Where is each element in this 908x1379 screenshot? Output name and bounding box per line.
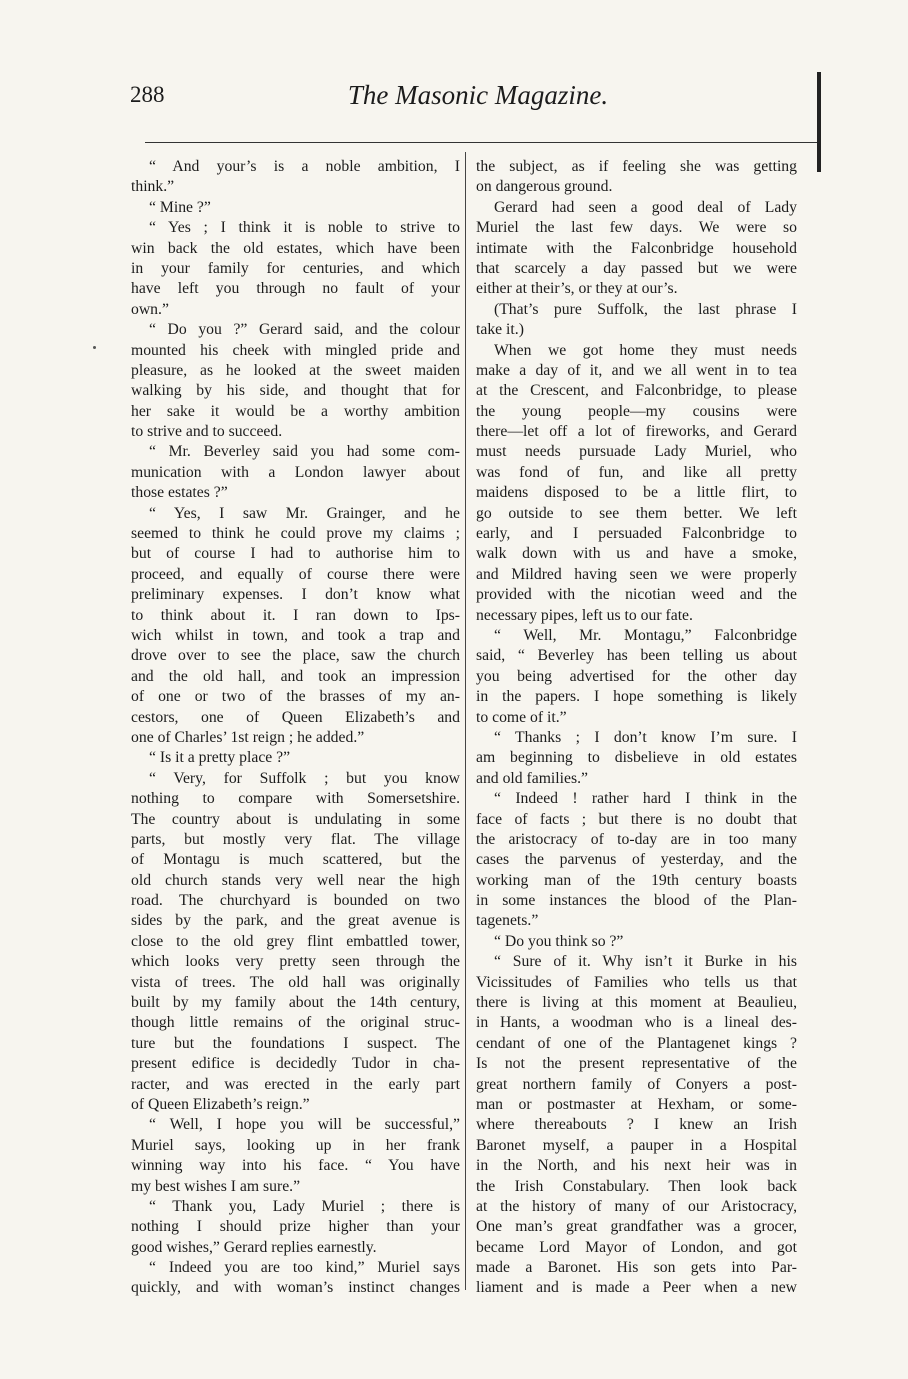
text-line: pleasure, as he looked at the sweet maiden <box>131 361 460 379</box>
text-line: vista of trees. The old hall was originally <box>131 973 460 991</box>
page-header <box>128 82 828 122</box>
text-line: go outside to see them better. We left <box>476 504 797 522</box>
text-line: When we got home they must needs <box>494 341 797 359</box>
text-line: tagenets.” <box>476 912 539 930</box>
text-line: intimate with the Falconbridge household <box>476 239 797 257</box>
column-divider <box>465 152 466 1290</box>
text-line: close to the old grey flint embattled tower, <box>131 932 460 950</box>
text-line: either at their’s, or they at our’s. <box>476 280 678 298</box>
text-line: of Montagu is much scattered, but the <box>131 851 460 869</box>
left-column <box>131 157 460 1299</box>
text-line: Muriel the last few days. We were so <box>476 219 797 237</box>
running-title: The Masonic Magazine. <box>347 80 609 110</box>
text-line: walk down with us and have a smoke, <box>476 545 797 563</box>
text-line: nothing I should prize higher than your <box>131 1218 460 1236</box>
text-line: there is living at this moment at Beaulieu, <box>476 994 797 1012</box>
text-line: man or postmaster at Hexham, or some- <box>476 1095 797 1113</box>
text-line: early, and I persuaded Falconbridge to <box>476 525 797 543</box>
text-line: “ Well, I hope you will be successful,” <box>149 1116 460 1134</box>
text-line: “ Is it a pretty place ?” <box>149 749 291 767</box>
text-line: Baronet myself, a pauper in a Hospital <box>476 1136 797 1154</box>
text-line: you being advertised for the other day <box>476 667 797 685</box>
text-line: necessary pipes, left us to our fate. <box>476 606 693 624</box>
text-line: my best wishes I am sure.” <box>131 1177 301 1195</box>
text-line: where thereabouts ? I knew an Irish <box>476 1116 797 1134</box>
text-line: that scarcely a day passed but we were <box>476 259 797 277</box>
text-line: cestors, one of Queen Elizabeth’s and <box>131 708 460 726</box>
page-edge-mark <box>817 72 821 172</box>
text-line: winning way into his face. “ You have <box>131 1157 460 1175</box>
text-line: built by my family about the 14th century, <box>131 994 460 1012</box>
text-line: “ Mine ?” <box>149 198 211 216</box>
text-line: “ Very, for Suffolk ; but you know <box>149 769 460 787</box>
text-line: great northern family of Conyers a post- <box>476 1075 797 1093</box>
text-line: the Irish Constabulary. Then look back <box>476 1177 797 1195</box>
text-line: which looks very pretty seen through the <box>131 953 460 971</box>
text-line: one of Charles’ 1st reign ; he added.” <box>131 728 365 746</box>
text-line: at the history of many of our Aristocracy, <box>476 1197 797 1215</box>
text-line: seemed to think he could prove my claims ; <box>131 525 460 543</box>
text-line: “ Thanks ; I don’t know I’m sure. I <box>494 728 797 746</box>
text-line: own.” <box>131 300 169 318</box>
text-line: parts, but mostly very flat. The village <box>131 830 460 848</box>
text-line: think.” <box>131 178 175 196</box>
text-line: made a Baronet. His son gets into Par- <box>476 1259 797 1277</box>
text-line: present edifice is decidedly Tudor in cha- <box>131 1055 460 1073</box>
text-line: “ Yes, I saw Mr. Grainger, and he <box>149 504 460 522</box>
text-line: ture but the foundations I suspect. The <box>131 1034 460 1052</box>
text-line: good wishes,” Gerard replies earnestly. <box>131 1238 377 1256</box>
text-line: Muriel says, looking up in her frank <box>131 1136 460 1154</box>
text-line: but of course I had to authorise him to <box>131 545 460 563</box>
text-line: and Mildred having seen we were properly <box>476 565 797 583</box>
text-line: take it.) <box>476 321 524 339</box>
text-line: preliminary expenses. I don’t know what <box>131 586 460 604</box>
text-line: “ Indeed you are too kind,” Muriel says <box>149 1259 460 1277</box>
text-line: Vicissitudes of Families who tells us that <box>476 973 797 991</box>
text-line: the subject, as if feeling she was getting <box>476 158 797 175</box>
text-line: to come of it.” <box>476 708 567 726</box>
text-line: proceed, and equally of course there were <box>131 565 460 583</box>
text-line: drove over to see the place, saw the church <box>131 647 460 665</box>
text-line: and the old hall, and took an impression <box>131 667 460 685</box>
text-line: her sake it would be a worthy ambition <box>131 402 460 420</box>
text-line: face of facts ; but there is no doubt that <box>476 810 797 828</box>
text-line: racter, and was erected in the early part <box>131 1075 460 1093</box>
text-line: there—let off a lot of fireworks, and Gerard <box>476 423 797 441</box>
text-line: must needs pursuade Lady Muriel, who <box>476 443 797 461</box>
text-line: cases the parvenus of yesterday, and the <box>476 851 797 869</box>
right-column <box>476 157 797 1299</box>
text-line: cendant of one of the Plantagenet kings ? <box>476 1034 797 1052</box>
text-line: to strive and to succeed. <box>131 423 283 441</box>
text-line: “ Yes ; I think it is noble to strive to <box>149 219 460 237</box>
text-line: in the North, and his next heir was in <box>476 1157 797 1175</box>
text-line: The country about is undulating in some <box>131 810 460 828</box>
text-line: “ Sure of it. Why isn’t it Burke in his <box>494 953 797 971</box>
text-line: in the papers. I hope something is likely <box>476 688 797 706</box>
text-line: have left you through no fault of your <box>131 280 460 298</box>
text-line: at the Crescent, and Falconbridge, to please <box>476 382 797 400</box>
text-line: munication with a London lawyer about <box>131 463 460 481</box>
text-line: quickly, and with woman’s instinct changes <box>131 1279 460 1297</box>
text-line: “ And your’s is a noble ambition, I <box>149 158 460 175</box>
text-line: sides by the park, and the great avenue is <box>131 912 460 930</box>
text-line: “ Do you ?” Gerard said, and the colour <box>149 321 460 339</box>
text-line: road. The churchyard is bounded on two <box>131 892 460 910</box>
text-line: though little remains of the original struc- <box>131 1014 460 1032</box>
text-line: am beginning to disbelieve in old estates <box>476 749 797 767</box>
text-line: in your family for centuries, and which <box>131 259 460 277</box>
text-line: “ Mr. Beverley said you had some com- <box>149 443 460 461</box>
text-line: liament and is made a Peer when a new <box>476 1279 797 1297</box>
text-line: “ Well, Mr. Montagu,” Falconbridge <box>494 626 797 644</box>
text-line: win back the old estates, which have been <box>131 239 460 257</box>
text-line: “ Thank you, Lady Muriel ; there is <box>149 1197 460 1215</box>
text-line: provided with the nicotian weed and the <box>476 586 797 604</box>
text-line: the young people—my cousins were <box>476 402 797 420</box>
text-line: of one or two of the brasses of my an- <box>131 688 460 706</box>
text-line: the aristocracy of to-day are in too many <box>476 830 797 848</box>
text-line: nothing to compare with Somersetshire. <box>131 790 460 808</box>
text-line: maidens disposed to be a little flirt, to <box>476 484 797 502</box>
text-line: in Hants, a woodman who is a lineal des- <box>476 1014 797 1032</box>
text-line: Gerard had seen a good deal of Lady <box>494 198 797 216</box>
text-line: “ Do you think so ?” <box>494 932 624 950</box>
text-line: and old families.” <box>476 769 588 787</box>
text-line: old church stands very well near the high <box>131 871 460 889</box>
text-line: on dangerous ground. <box>476 178 613 196</box>
text-line: One man’s great grandfather was a grocer, <box>476 1218 797 1236</box>
text-line: (That’s pure Suffolk, the last phrase I <box>494 300 797 318</box>
text-line: said, “ Beverley has been telling us about <box>476 647 797 665</box>
text-line: walking by his side, and thought that for <box>131 382 460 400</box>
text-line: Is not the present representative of the <box>476 1055 797 1073</box>
text-line: “ Indeed ! rather hard I think in the <box>494 790 797 808</box>
header-rule <box>145 142 817 143</box>
text-line: of Queen Elizabeth’s reign.” <box>131 1095 310 1113</box>
text-line: became Lord Mayor of London, and got <box>476 1238 797 1256</box>
margin-speck <box>93 346 96 349</box>
text-line: wich whilst in town, and took a trap and <box>131 626 460 644</box>
text-line: those estates ?” <box>131 484 228 502</box>
text-line: to think about it. I ran down to Ips- <box>131 606 460 624</box>
text-line: in some instances the blood of the Plan- <box>476 892 797 910</box>
text-line: was fond of fun, and like all pretty <box>476 463 797 481</box>
page-number: 288 <box>130 82 165 107</box>
text-line: working man of the 19th century boasts <box>476 871 797 889</box>
text-line: mounted his cheek with mingled pride and <box>131 341 460 359</box>
text-line: make a day of it, and we all went in to tea <box>476 361 797 379</box>
